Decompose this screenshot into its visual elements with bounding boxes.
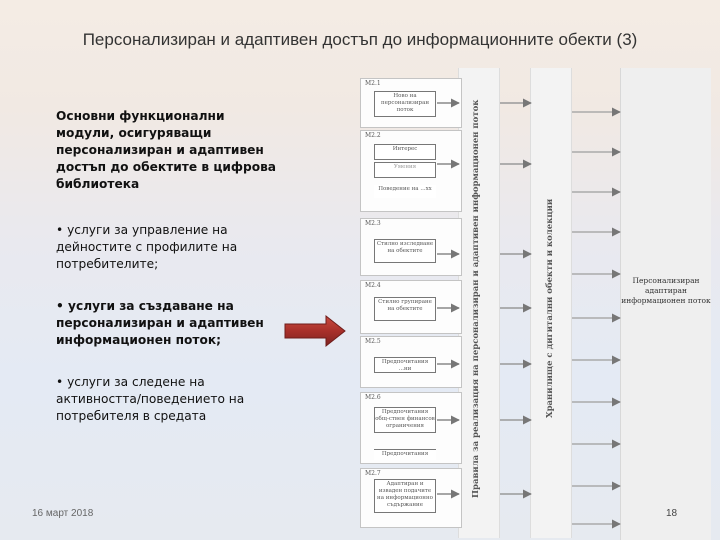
- module-label: M2.6: [365, 394, 381, 401]
- module-box: Интерес: [374, 144, 436, 160]
- module-box: Ново на персонализиран поток: [374, 91, 436, 117]
- bullet-profiles: • услуги за управление на дейностите с профилите на потребителите;: [56, 223, 238, 271]
- rules-band-label: Правила за реализация на персонализиран и адаптивен информационен поток: [471, 99, 481, 498]
- result-label: Персонализиран адаптиран информационен поток: [621, 276, 711, 305]
- intro-text: Основни функционални модули, осигуряващи персонализиран и адаптивен достъп до обектите в цифрова библиотека: [56, 109, 277, 191]
- module-box: Предпочитания: [374, 449, 436, 460]
- bullet-stream: • услуги за създаване на персонализиран и адаптивен информационен поток;: [56, 299, 264, 347]
- module-label: M2.4: [365, 282, 381, 289]
- module-label: M2.7: [365, 470, 381, 477]
- slide-title: Персонализиран и адаптивен достъп до информационните обекти (3): [82, 30, 638, 49]
- module-connectors: [345, 68, 720, 540]
- module-box: Стилно изследване на обектите: [374, 239, 436, 263]
- footer-date: 16 март 2018: [32, 508, 94, 519]
- module-label: M2.1: [365, 80, 381, 87]
- module-box: Стилно групиране на обектите: [374, 297, 436, 321]
- big-red-arrow: [284, 314, 346, 348]
- repository-band-label: Хранилище с дигитални обекти и колекции: [545, 198, 555, 418]
- architecture-diagram: [345, 68, 720, 540]
- module-box: Предпочитания ...ни: [374, 357, 436, 373]
- bullet-activity: • услуги за следене на активността/поведението на потребителя в средата: [56, 375, 245, 423]
- page-number: 18: [666, 508, 678, 519]
- module-box: Поведение на ...хх: [374, 185, 436, 198]
- module-label: M2.5: [365, 338, 381, 345]
- module-box: Умения: [374, 162, 436, 178]
- module-box: Предпочитания общ-ствен финансов ограничения: [374, 407, 436, 433]
- module-label: M2.3: [365, 220, 381, 227]
- module-label: M2.2: [365, 132, 381, 139]
- module-box: Адаптиран и изваден подачите на информационно съдържание: [374, 479, 436, 513]
